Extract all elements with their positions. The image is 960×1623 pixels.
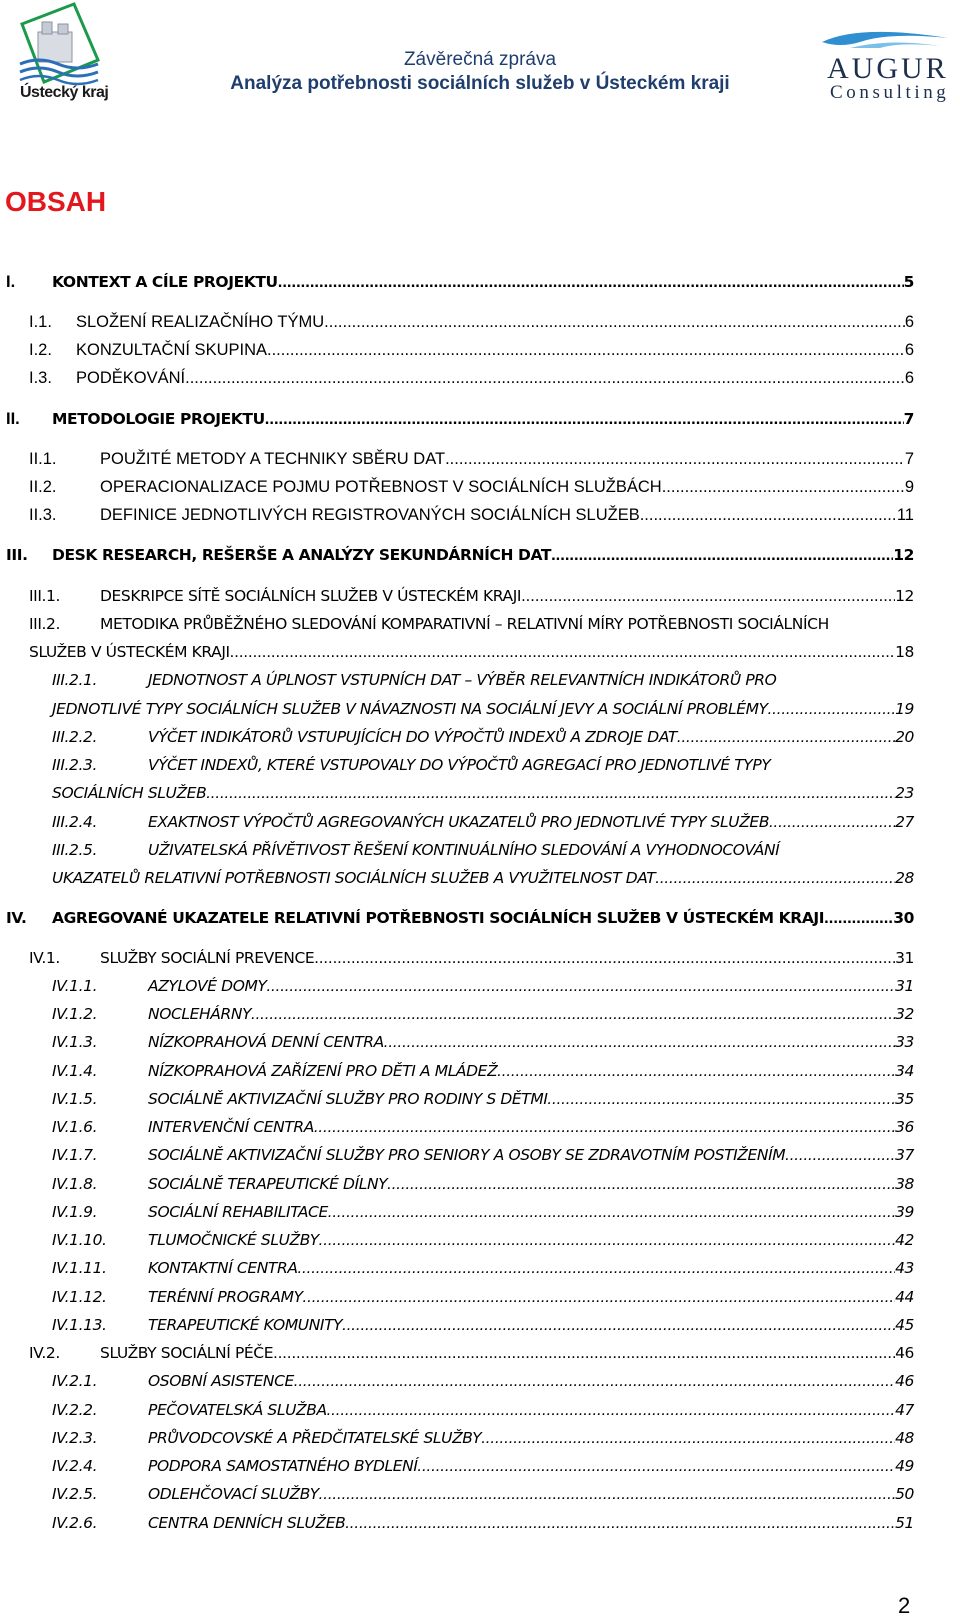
toc-page: 11 — [896, 506, 914, 524]
toc-entry[interactable] — [0, 543, 960, 569]
toc-title: CENTRA DENNÍCH SLUŽEB — [148, 1514, 346, 1532]
toc-title: TERÉNNÍ PROGRAMY — [148, 1288, 303, 1306]
toc-page: 6 — [904, 369, 914, 387]
augur-logo-name: AUGUR — [827, 52, 949, 85]
toc-title: KONZULTAČNÍ SKUPINA — [76, 341, 267, 359]
toc-page: 7 — [904, 450, 914, 468]
report-title — [0, 48, 960, 96]
toc-number: I.1. — [29, 313, 52, 331]
toc-number: IV.2.1. — [52, 1372, 98, 1390]
toc-title: METODOLOGIE PROJEKTU — [52, 410, 265, 428]
toc-title: AGREGOVANÉ UKAZATELE RELATIVNÍ POTŘEBNOSTI SOCIÁLNÍCH SLUŽEB V ÚSTECKÉM KRAJI — [52, 909, 825, 927]
toc-entry[interactable] — [0, 1285, 960, 1311]
toc-number: IV.1.11. — [52, 1259, 107, 1277]
toc-entry[interactable] — [0, 447, 960, 473]
toc-page: 51 — [895, 1514, 914, 1532]
toc-entry[interactable] — [0, 725, 960, 751]
toc-number: IV.1.13. — [52, 1316, 107, 1334]
toc-title: NÍZKOPRAHOVÁ ZAŘÍZENÍ PRO DĚTI A MLÁDEŽ — [148, 1062, 498, 1080]
toc-number: IV.2. — [29, 1344, 60, 1362]
toc-entry[interactable] — [0, 1511, 960, 1537]
toc-number: IV.2.3. — [52, 1429, 98, 1447]
toc-number: IV.1.7. — [52, 1146, 98, 1164]
toc-entry[interactable] — [0, 338, 960, 364]
toc-entry[interactable] — [0, 1030, 960, 1056]
toc-page: 33 — [895, 1033, 914, 1051]
toc-title: KONTAKTNÍ CENTRA — [148, 1259, 298, 1277]
toc-number: III.2.1. — [52, 671, 98, 689]
toc-title: UŽIVATELSKÁ PŘÍVĚTIVOST ŘEŠENÍ KONTINUÁLNÍHO SLEDOVÁNÍ A VYHODNOCOVÁNÍ — [148, 841, 780, 859]
toc-number: IV.1.4. — [52, 1062, 98, 1080]
toc-page: 20 — [895, 728, 914, 746]
toc-entry[interactable] — [0, 1115, 960, 1141]
toc-number: I. — [6, 273, 16, 291]
toc-title: TERAPEUTICKÉ KOMUNITY — [148, 1316, 343, 1334]
toc-page: 34 — [895, 1062, 914, 1080]
toc-page: 42 — [895, 1231, 914, 1249]
toc-title: METODIKA PRŮBĚŽNÉHO SLEDOVÁNÍ KOMPARATIVNÍ – RELATIVNÍ MÍRY POTŘEBNOSTI SOCIÁLNÍCH — [100, 615, 829, 633]
toc-title: NOCLEHÁRNY — [148, 1005, 252, 1023]
toc-entry[interactable] — [0, 753, 960, 779]
toc-entry[interactable] — [0, 1143, 960, 1169]
toc-page: 12 — [893, 546, 914, 564]
toc-number: II.1. — [29, 450, 57, 468]
toc-page: 27 — [895, 813, 914, 831]
toc-page: 50 — [895, 1485, 914, 1503]
toc-title-continuation: SOCIÁLNÍCH SLUŽEB — [52, 784, 207, 802]
toc-title: PODPORA SAMOSTATNÉHO BYDLENÍ — [148, 1457, 418, 1475]
ustecky-kraj-logo-label: Ústecký kraj — [20, 84, 109, 101]
page-title: OBSAH — [5, 186, 107, 217]
toc-title: JEDNOTNOST A ÚPLNOST VSTUPNÍCH DAT – VÝBĚR RELEVANTNÍCH INDIKÁTORŮ PRO — [148, 671, 777, 689]
toc-page: 44 — [895, 1288, 914, 1306]
toc-title: ODLEHČOVACÍ SLUŽBY — [148, 1485, 319, 1503]
toc-number: IV.1.2. — [52, 1005, 98, 1023]
page-header — [0, 0, 960, 120]
toc-page: 5 — [903, 273, 914, 291]
toc-title-continuation: UKAZATELŮ RELATIVNÍ POTŘEBNOSTI SOCIÁLNÍCH SLUŽEB A VYUŽITELNOST DAT — [52, 869, 656, 887]
toc-number: IV.1.12. — [52, 1288, 107, 1306]
toc-number: IV.2.4. — [52, 1457, 98, 1475]
toc-title: TLUMOČNICKÉ SLUŽBY — [148, 1231, 319, 1249]
toc-page: 36 — [895, 1118, 914, 1136]
toc-number: IV.1.10. — [52, 1231, 107, 1249]
toc-number: IV.1.3. — [52, 1033, 98, 1051]
toc-entry[interactable] — [0, 946, 960, 972]
toc-page: 23 — [895, 784, 914, 802]
toc-entry[interactable] — [0, 1426, 960, 1452]
toc-number: III. — [6, 546, 28, 564]
toc-entry[interactable] — [0, 1369, 960, 1395]
page-number: 2 — [898, 1593, 911, 1618]
toc-page: 19 — [895, 700, 914, 718]
toc-title: PRŮVODCOVSKÉ A PŘEDČITATELSKÉ SLUŽBY — [148, 1429, 482, 1447]
toc-entry[interactable] — [0, 1087, 960, 1113]
toc-entry-continuation[interactable] — [0, 697, 960, 723]
toc-number: III.2.3. — [52, 756, 98, 774]
toc-title: VÝČET INDIKÁTORŮ VSTUPUJÍCÍCH DO VÝPOČTŮ INDEXŮ A ZDROJE DAT — [148, 728, 677, 746]
toc-title: NÍZKOPRAHOVÁ DENNÍ CENTRA — [148, 1033, 384, 1051]
toc-entry[interactable] — [0, 906, 960, 932]
toc-number: IV.2.5. — [52, 1485, 98, 1503]
toc-title: SOCIÁLNĚ AKTIVIZAČNÍ SLUŽBY PRO RODINY S DĚTMI — [148, 1090, 548, 1108]
toc-number: IV.1. — [29, 949, 60, 967]
toc-entry[interactable] — [0, 1482, 960, 1508]
toc-page: 12 — [895, 587, 914, 605]
toc-page: 31 — [895, 977, 914, 995]
toc-entry-continuation[interactable] — [0, 781, 960, 807]
toc-title: DESK RESEARCH, REŠERŠE A ANALÝZY SEKUNDÁRNÍCH DAT — [52, 546, 552, 564]
toc-page: 7 — [903, 410, 914, 428]
toc-entry[interactable] — [0, 1059, 960, 1085]
toc-number: I.3. — [29, 369, 52, 387]
toc-entry[interactable] — [0, 1454, 960, 1480]
toc-entry[interactable] — [0, 810, 960, 836]
toc-title: INTERVENČNÍ CENTRA — [148, 1118, 314, 1136]
toc-page: 32 — [895, 1005, 914, 1023]
toc-title: POUŽITÉ METODY A TECHNIKY SBĚRU DAT — [100, 450, 446, 468]
toc-number: II.2. — [29, 478, 57, 496]
report-title-line1: Závěrečná zpráva — [403, 49, 557, 70]
toc-title: SOCIÁLNĚ AKTIVIZAČNÍ SLUŽBY PRO SENIORY A OSOBY SE ZDRAVOTNÍM POSTIŽENÍM — [148, 1146, 786, 1164]
toc-page: 6 — [904, 313, 914, 331]
toc-entry[interactable] — [0, 407, 960, 433]
toc-page: 49 — [895, 1457, 914, 1475]
toc-number: III.2.5. — [52, 841, 98, 859]
toc-page: 38 — [895, 1175, 914, 1193]
toc-number: IV.1.6. — [52, 1118, 98, 1136]
toc-page: 45 — [895, 1316, 914, 1334]
toc-number: IV.1.8. — [52, 1175, 98, 1193]
toc-page: 30 — [893, 909, 914, 927]
toc-page: 6 — [904, 341, 914, 359]
toc-title: PODĚKOVÁNÍ — [76, 369, 186, 387]
toc-title: OSOBNÍ ASISTENCE — [148, 1372, 294, 1390]
toc-title: SLUŽBY SOCIÁLNÍ PREVENCE — [100, 949, 315, 967]
augur-logo-sub: Consulting — [830, 82, 950, 103]
toc-entry[interactable] — [0, 974, 960, 1000]
toc-entry[interactable] — [0, 1172, 960, 1198]
toc-number: III.1. — [29, 587, 61, 605]
toc-title: AZYLOVÉ DOMY — [148, 977, 267, 995]
toc-title-continuation: SLUŽEB V ÚSTECKÉM KRAJI — [29, 643, 230, 661]
toc-page: 28 — [895, 869, 914, 887]
toc-number: IV.2.2. — [52, 1401, 98, 1419]
toc-number: IV.1.1. — [52, 977, 98, 995]
toc-number: I.2. — [29, 341, 52, 359]
toc-entry-continuation[interactable] — [0, 640, 960, 666]
toc-entry[interactable] — [0, 1313, 960, 1339]
toc-page: 39 — [895, 1203, 914, 1221]
toc-page: 35 — [895, 1090, 914, 1108]
toc-entry[interactable] — [0, 1228, 960, 1254]
toc-entry[interactable] — [0, 838, 960, 864]
toc-title: DEFINICE JEDNOTLIVÝCH REGISTROVANÝCH SOCIÁLNÍCH SLUŽEB — [100, 506, 640, 524]
report-title-line2: Analýza potřebnosti sociálních služeb v Ústeckém kraji — [230, 73, 730, 94]
toc-page: 48 — [895, 1429, 914, 1447]
toc-number: III.2.4. — [52, 813, 98, 831]
toc-title: SOCIÁLNÍ REHABILITACE — [148, 1203, 328, 1221]
toc-entry[interactable] — [0, 310, 960, 336]
toc-entry[interactable] — [0, 1256, 960, 1282]
toc-page: 43 — [895, 1259, 914, 1277]
toc-number: II.3. — [29, 506, 57, 524]
toc-title: SOCIÁLNĚ TERAPEUTICKÉ DÍLNY — [148, 1175, 388, 1193]
toc-title: VÝČET INDEXŮ, KTERÉ VSTUPOVALY DO VÝPOČTŮ AGREGACÍ PRO JEDNOTLIVÉ TYPY — [148, 756, 771, 774]
toc-title: EXAKTNOST VÝPOČTŮ AGREGOVANÝCH UKAZATELŮ PRO JEDNOTLIVÉ TYPY SLUŽEB — [148, 813, 770, 831]
toc-entry[interactable] — [0, 1341, 960, 1367]
toc-number: IV.1.9. — [52, 1203, 98, 1221]
toc-page: 46 — [895, 1344, 914, 1362]
toc-entry[interactable] — [0, 668, 960, 694]
toc-number: IV. — [6, 909, 27, 927]
toc-title: PEČOVATELSKÁ SLUŽBA — [148, 1401, 327, 1419]
toc-entry[interactable] — [0, 1002, 960, 1028]
toc-entry[interactable] — [0, 584, 960, 610]
toc-entry[interactable] — [0, 503, 960, 529]
toc-title: KONTEXT A CÍLE PROJEKTU — [52, 273, 278, 291]
toc-entry[interactable] — [0, 475, 960, 501]
toc-entry[interactable] — [0, 1200, 960, 1226]
toc-page: 18 — [895, 643, 914, 661]
toc-number: IV.1.5. — [52, 1090, 98, 1108]
toc-entry[interactable] — [0, 270, 960, 296]
toc-number: III.2.2. — [52, 728, 98, 746]
toc-number: II. — [6, 410, 20, 428]
toc-title: DESKRIPCE SÍTĚ SOCIÁLNÍCH SLUŽEB V ÚSTECKÉM KRAJI — [100, 587, 522, 605]
toc-title-continuation: JEDNOTLIVÉ TYPY SOCIÁLNÍCH SLUŽEB V NÁVAZNOSTI NA SOCIÁLNÍ JEVY A SOCIÁLNÍ PROBLÉMY — [52, 700, 768, 718]
toc-entry-continuation[interactable] — [0, 866, 960, 892]
toc-title: OPERACIONALIZACE POJMU POTŘEBNOST V SOCIÁLNÍCH SLUŽBÁCH — [100, 478, 662, 496]
toc-page: 31 — [895, 949, 914, 967]
toc-title: SLOŽENÍ REALIZAČNÍHO TÝMU — [76, 313, 325, 331]
toc-number: IV.2.6. — [52, 1514, 98, 1532]
toc-page: 9 — [904, 478, 914, 496]
toc-entry[interactable] — [0, 612, 960, 638]
toc-number: III.2. — [29, 615, 61, 633]
toc-page: 47 — [895, 1401, 914, 1419]
toc-entry[interactable] — [0, 1398, 960, 1424]
toc-title: SLUŽBY SOCIÁLNÍ PÉČE — [100, 1344, 274, 1362]
toc-entry[interactable] — [0, 366, 960, 392]
toc-page: 37 — [895, 1146, 914, 1164]
toc-page: 46 — [895, 1372, 914, 1390]
